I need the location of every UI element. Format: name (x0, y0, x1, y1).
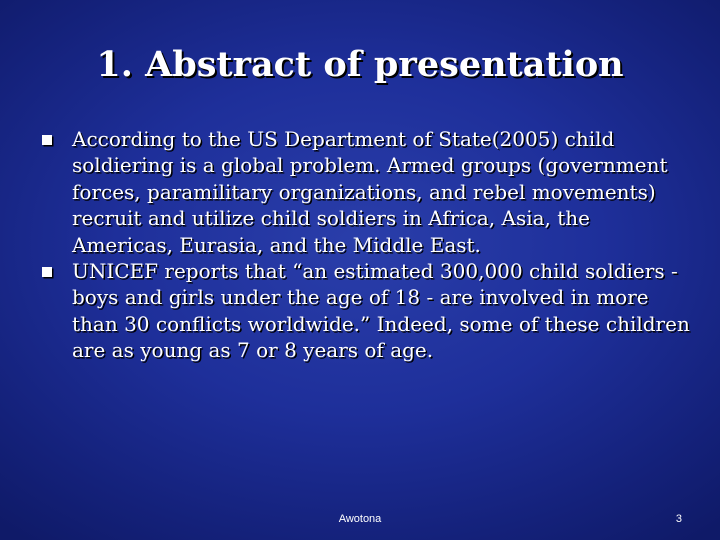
footer-author: Awotona (338, 513, 382, 525)
page-number: 3 (675, 513, 682, 525)
square-bullet-icon (42, 135, 52, 145)
bullet-text: UNICEF reports that “an estimated 300,000 child soldiers - boys and girls under the age of 18 - are involved in more than 30 conflicts worldwide.” Indeed, some of these children are as young as 7 or 8 years of age. (72, 259, 690, 363)
bullet-text: According to the US Department of State(2005) child soldiering is a global problem. Armed groups (government forces, paramilitary organizations, and rebel movements) recruit and utilize child soldiers in Africa, Asia, the Americas, Eurasia, and the Middle East. (72, 127, 668, 257)
bullet-item (42, 126, 692, 258)
slide-title: 1. Abstract of presentation (96, 44, 624, 85)
square-bullet-icon (42, 267, 52, 277)
bullet-list (42, 126, 692, 364)
bullet-item (42, 258, 692, 364)
